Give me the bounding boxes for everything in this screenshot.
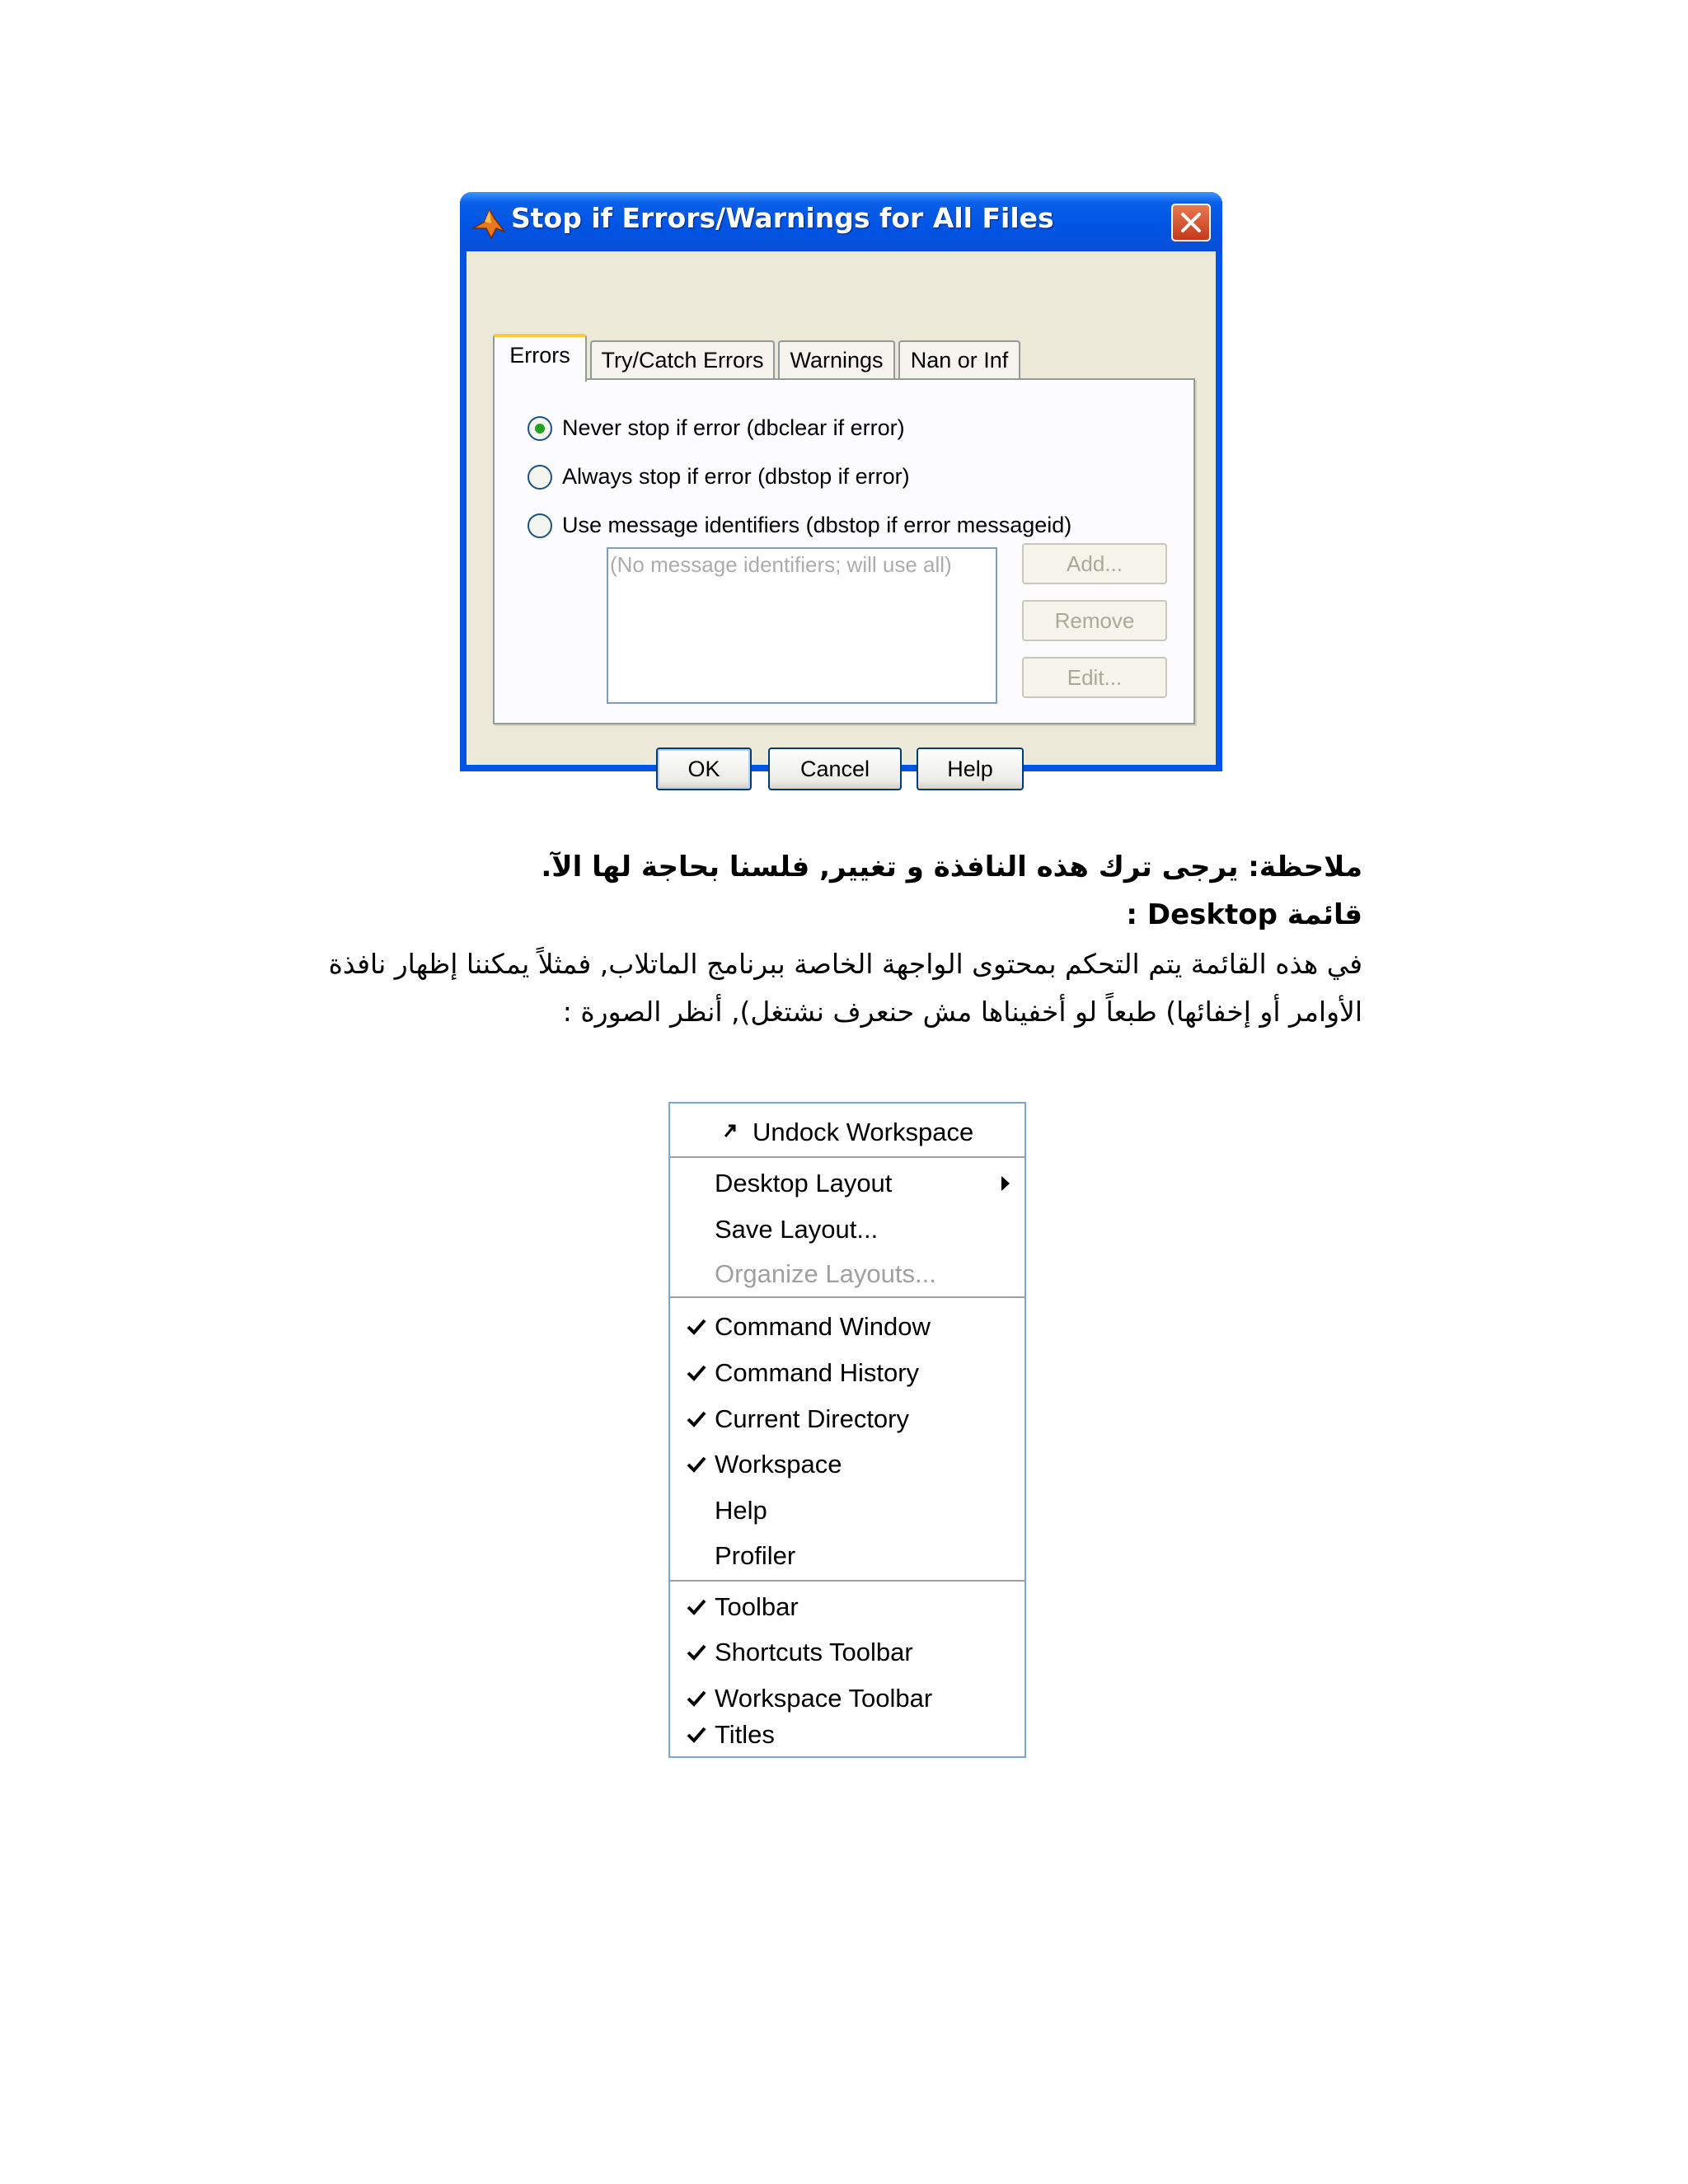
radio-label: Use message identifiers (dbstop if error messageid) — [562, 513, 1072, 537]
radio-button[interactable] — [528, 513, 552, 538]
menu-item-label: Command Window — [715, 1312, 931, 1341]
cancel-button[interactable]: Cancel — [768, 748, 902, 790]
submenu-arrow-icon — [1000, 1174, 1011, 1193]
list-placeholder: (No message identifiers; will use all) — [610, 552, 952, 577]
menu-item-shortcuts-toolbar[interactable] — [670, 1630, 1025, 1675]
menu-item-label: Help — [715, 1496, 767, 1525]
errors-tab-panel — [493, 378, 1195, 724]
tab-warnings[interactable] — [778, 340, 895, 380]
paragraph-line-2: الأوامر أو إخفائها) طبعاً لو أخفيناها مش حنعرف نشتغل), أنظر الصورة : — [562, 996, 1362, 1028]
tab-nan-or-inf[interactable] — [898, 340, 1020, 380]
menu-item-label: Organize Layouts... — [715, 1259, 936, 1288]
message-identifiers-list[interactable] — [607, 547, 997, 704]
menu-item-command-history[interactable] — [670, 1351, 1025, 1395]
tab-label: Nan or Inf — [910, 348, 1009, 373]
radio-button-checked[interactable] — [528, 416, 552, 441]
menu-separator — [670, 1580, 1025, 1582]
menu-item-profiler[interactable] — [670, 1534, 1025, 1578]
menu-item-workspace[interactable] — [670, 1442, 1025, 1487]
radio-label: Always stop if error (dbstop if error) — [562, 464, 910, 489]
menu-item-label: Current Directory — [715, 1404, 909, 1433]
title-bar[interactable] — [460, 192, 1222, 251]
section-heading: قائمة Desktop : — [1126, 898, 1362, 931]
menu-item-label: Undock Workspace — [753, 1118, 974, 1146]
close-button[interactable] — [1171, 204, 1211, 241]
tab-label: Try/Catch Errors — [601, 348, 764, 373]
dialog-title: Stop if Errors/Warnings for All Files — [511, 202, 1054, 234]
checkmark-icon — [687, 1598, 706, 1616]
help-button[interactable]: Help — [917, 748, 1024, 790]
checkmark-icon — [687, 1643, 706, 1661]
menu-item-current-directory[interactable] — [670, 1397, 1025, 1441]
menu-separator — [670, 1296, 1025, 1298]
radio-label: Never stop if error (dbclear if error) — [562, 415, 905, 440]
menu-item-undock-workspace[interactable] — [670, 1110, 1025, 1155]
close-icon — [1180, 212, 1202, 233]
checkmark-icon — [687, 1318, 706, 1336]
tab-label: Errors — [509, 343, 570, 368]
menu-item-label: Titles — [715, 1720, 775, 1749]
menu-separator — [670, 1156, 1025, 1158]
menu-item-label: Desktop Layout — [715, 1169, 893, 1197]
menu-item-label: Toolbar — [715, 1592, 799, 1621]
tab-try-catch-errors[interactable] — [590, 340, 775, 380]
menu-item-label: Save Layout... — [715, 1215, 879, 1244]
checkmark-icon — [687, 1726, 706, 1744]
menu-item-command-window[interactable] — [670, 1305, 1025, 1349]
remove-button[interactable]: Remove — [1022, 600, 1167, 641]
edit-button[interactable]: Edit... — [1022, 657, 1167, 698]
matlab-icon — [471, 207, 506, 240]
menu-item-label: Shortcuts Toolbar — [715, 1638, 913, 1666]
menu-item-save-layout[interactable] — [670, 1207, 1025, 1252]
paragraph-line-1: في هذه القائمة يتم التحكم بمحتوى الواجهة الخاصة ببرنامج الماتلاب, فمثلاً يمكننا إظهار نافذة — [328, 948, 1362, 980]
tab-errors[interactable] — [493, 334, 587, 382]
checkmark-icon — [687, 1455, 706, 1474]
menu-item-toolbar[interactable] — [670, 1585, 1025, 1629]
add-button[interactable]: Add... — [1022, 543, 1167, 584]
dialog-client-area — [467, 251, 1216, 781]
menu-item-titles[interactable] — [670, 1713, 1025, 1757]
tab-label: Warnings — [790, 348, 884, 373]
menu-item-label: Workspace Toolbar — [715, 1684, 933, 1713]
menu-item-organize-layouts — [670, 1252, 1025, 1296]
menu-item-label: Workspace — [715, 1450, 842, 1479]
menu-item-help[interactable] — [670, 1488, 1025, 1533]
radio-button[interactable] — [528, 465, 552, 490]
note-line: ملاحظة: يرجى ترك هذه النافذة و تغيير, فلسنا بحاجة لها الآ. — [541, 851, 1362, 883]
desktop-menu — [668, 1102, 1026, 1758]
checkmark-icon — [687, 1364, 706, 1382]
checkmark-icon — [687, 1690, 706, 1708]
menu-item-desktop-layout[interactable] — [670, 1161, 1025, 1206]
checkmark-icon — [687, 1410, 706, 1428]
menu-item-label: Profiler — [715, 1541, 796, 1570]
stop-if-errors-dialog — [460, 192, 1222, 781]
undock-icon — [723, 1122, 738, 1140]
menu-item-label: Command History — [715, 1358, 920, 1387]
ok-button[interactable]: OK — [656, 748, 752, 790]
